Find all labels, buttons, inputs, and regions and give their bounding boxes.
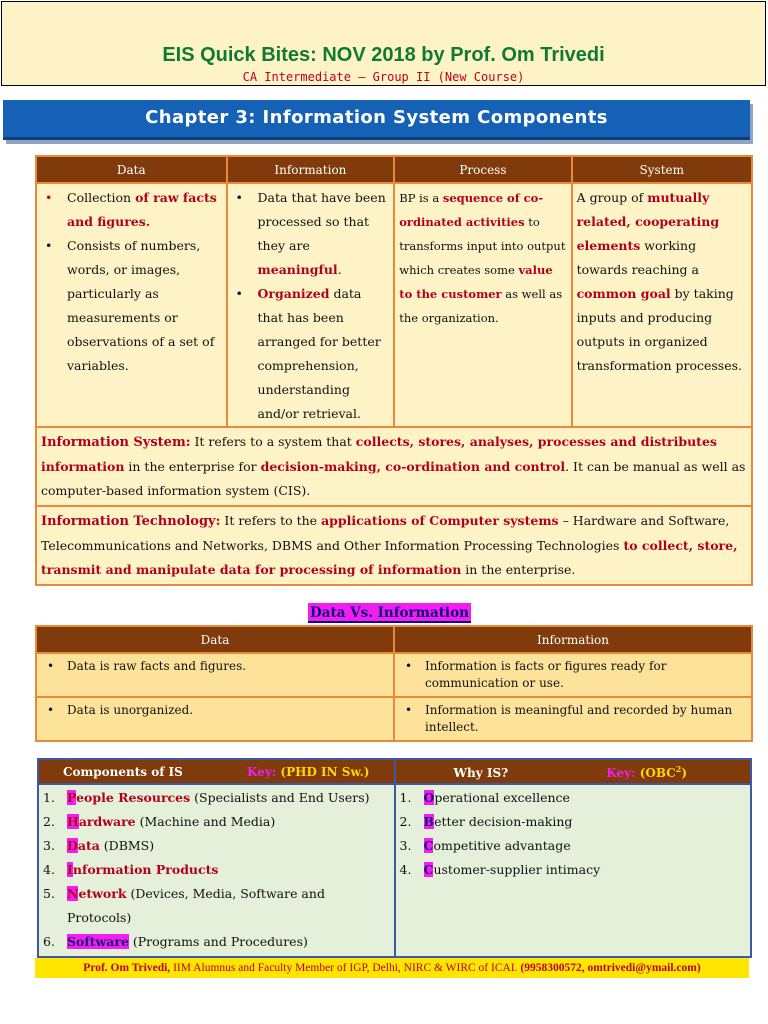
table-row (36, 697, 752, 741)
table-cell: • Information is facts or figures ready for communication or use. (394, 653, 752, 697)
components-list-cell (38, 784, 395, 957)
page-title: EIS Quick Bites: NOV 2018 by Prof. Om Trivedi (162, 44, 605, 66)
information-system-definition: Information System: It refers to a system that collects, stores, analyses, processes and distributes information in the enterprise for decision-making, co-ordination and control. It can be manual as well as computer-based information system (CIS). (36, 427, 752, 506)
table-cell: • Information is meaningful and recorded by human intellect. (394, 697, 752, 741)
list-item: 2. Better decision-making (399, 814, 573, 829)
information-definition-cell (227, 183, 395, 427)
components-table (37, 758, 752, 958)
list-item: • Consists of numbers, words, or images, particularly as measurements or observations of a set of variables. (41, 234, 222, 378)
column-header-information: Information (227, 156, 395, 183)
list-item: • Organized data that has been arranged for better comprehension, understanding and/or retrieval. (232, 282, 390, 426)
components-key: Key: (PHD IN Sw.) (247, 764, 370, 779)
data-vs-information-table (35, 625, 753, 742)
list-item: 2. Hardware (Machine and Media) (43, 814, 276, 829)
chapter-banner: Chapter 3: Information System Components (3, 100, 750, 140)
process-definition-cell: BP is a sequence of co-ordinated activities to transforms input into output which creates some value to the customer as well as the organization. (394, 183, 571, 427)
list-item: 3. Competitive advantage (399, 838, 571, 853)
system-definition-cell: A group of mutually related, cooperating elements working towards reaching a common goal by taking inputs and producing outputs in organized transformation processes. (572, 183, 752, 427)
components-header: Components of IS Key: (PHD IN Sw.) (38, 759, 395, 784)
why-is-header: Why IS? Key: (OBC$^2$) (395, 759, 752, 784)
why-is-key: Key: (OBC$^2$) (606, 763, 688, 780)
list-item: 4. Customer-supplier intimacy (399, 862, 601, 877)
column-header-system: System (572, 156, 752, 183)
table-cell: • Data is raw facts and figures. (36, 653, 394, 697)
list-item: • Data that have been processed so that they are meaningful. (232, 186, 390, 282)
data-definition-cell (36, 183, 227, 427)
list-item: 1. People Resources (Specialists and End Users) (43, 790, 370, 805)
page-header (1, 1, 766, 86)
page-subtitle: CA Intermediate – Group II (New Course) (242, 70, 525, 84)
table-cell: • Data is unorganized. (36, 697, 394, 741)
column-header-information: Information (394, 626, 752, 653)
column-header-process: Process (394, 156, 571, 183)
list-item: 3. Data (DBMS) (43, 838, 155, 853)
column-header-data: Data (36, 626, 394, 653)
information-technology-definition: Information Technology: It refers to the applications of Computer systems – Hardware and Software, Telecommunications and Networks, DBMS and Other Information Processing Technologies to collect, store, transmit and manipulate data for processing of information in the enterprise. (36, 506, 752, 585)
page-footer: Prof. Om Trivedi, IIM Alumnus and Faculty Member of IGP, Delhi, NIRC & WIRC of ICAI. (9958300572, omtrivedi@ymail.com) (35, 958, 749, 978)
column-header-data: Data (36, 156, 227, 183)
data-vs-information-heading: Data Vs. Information (310, 605, 469, 621)
why-is-list-cell (395, 784, 752, 957)
definitions-table (35, 155, 753, 586)
list-item: • Collection of raw facts and figures. (41, 186, 222, 234)
list-item: 6. Software (Programs and Procedures) (43, 934, 308, 949)
list-item: 1. Operational excellence (399, 790, 570, 805)
list-item: 4. Information Products (43, 862, 219, 877)
list-item: 5. Network (Devices, Media, Software and Protocols) (43, 886, 325, 925)
table-row (36, 653, 752, 697)
